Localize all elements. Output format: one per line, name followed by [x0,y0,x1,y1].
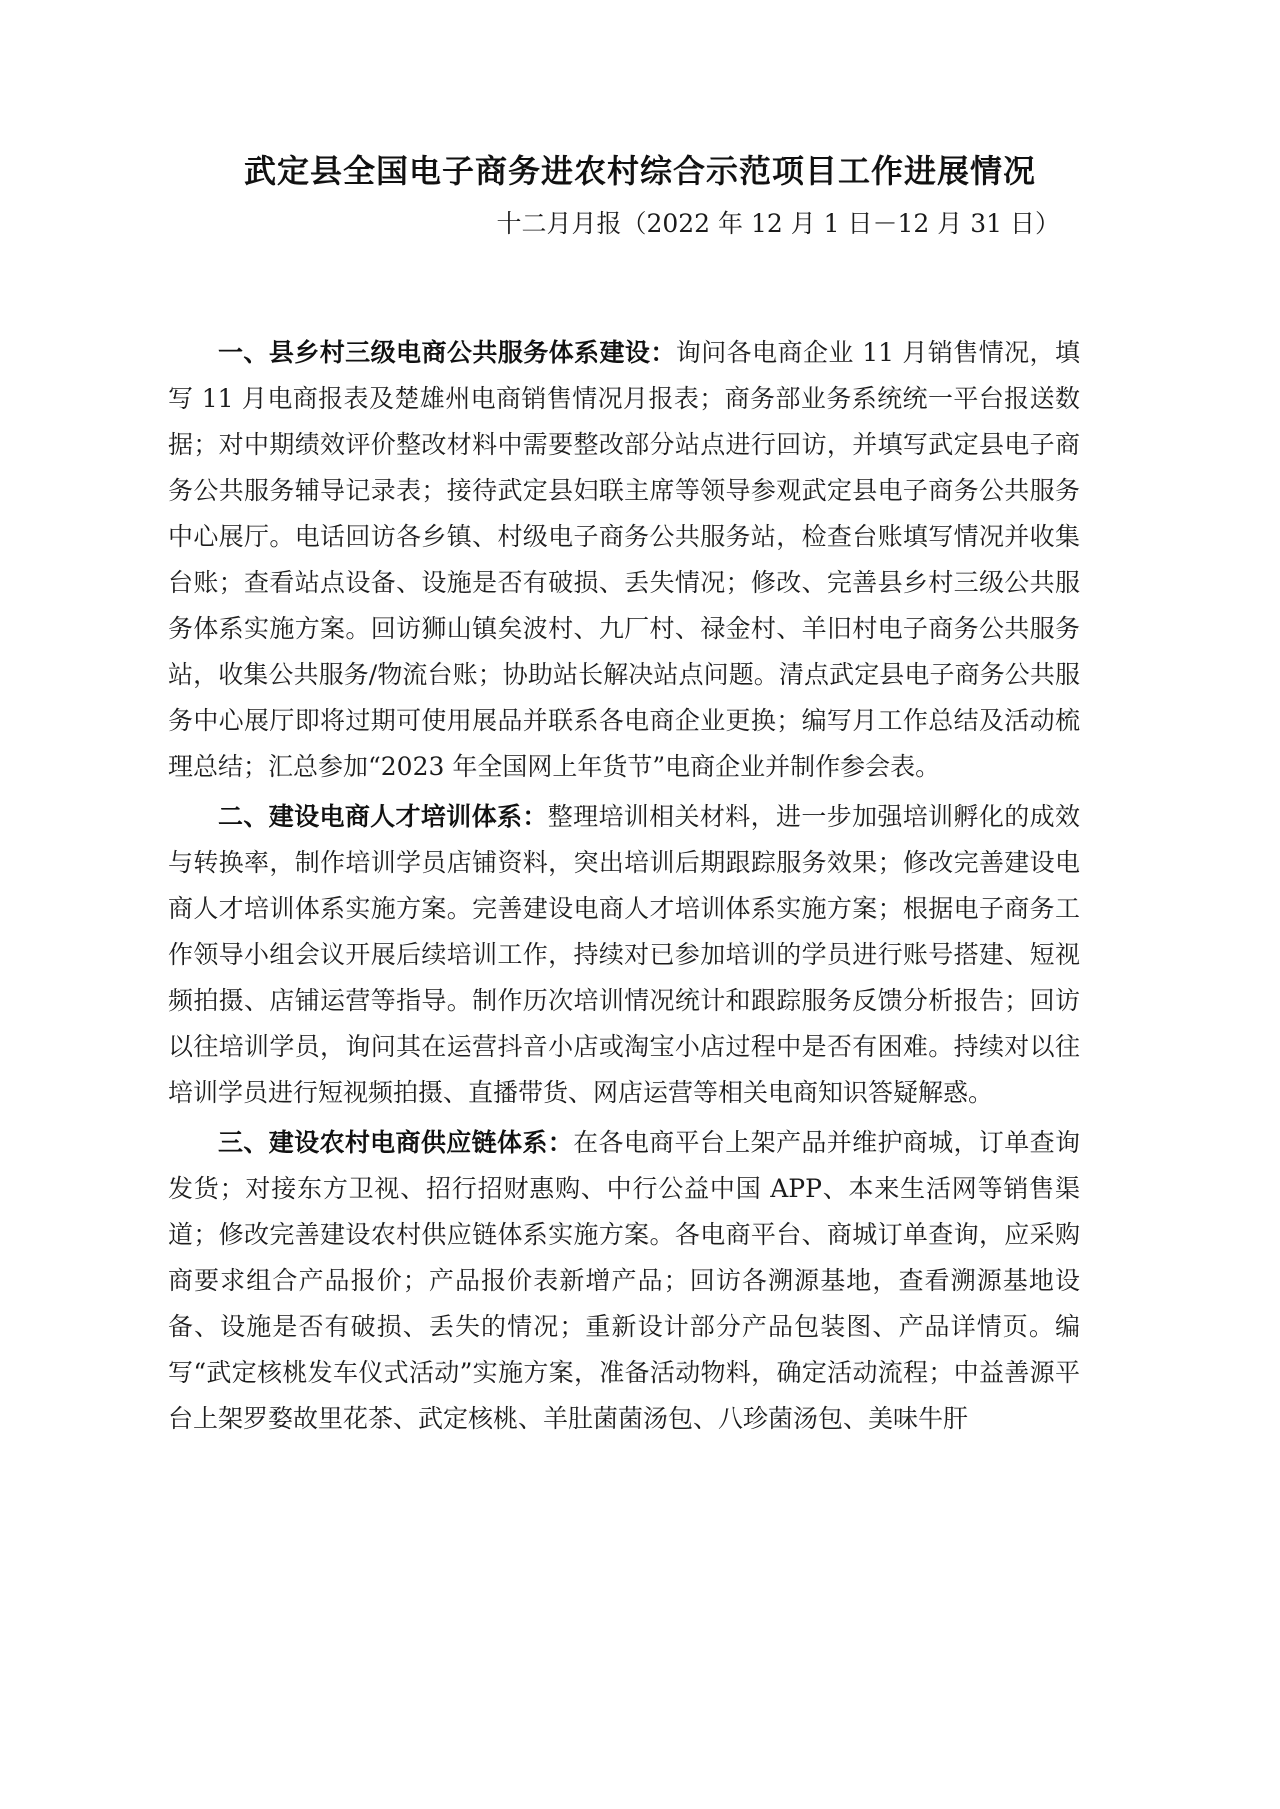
section-3-text: 在各电商平台上架产品并维护商城，订单查询发货；对接东方卫视、招行招财惠购、中行公益中国 APP、本来生活网等销售渠道；修改完善建设农村供应链体系实施方案。各电商平台、商城订单查询，应采购商要求组合产品报价；产品报价表新增产品；回访各溯源基地，查看溯源基地设备、设施是否有破损、丢失的情况；重新设计部分产品包装图、产品详情页。编写“武定核桃发车仪式活动”实施方案，准备活动物料，确定活动流程；中益善源平台上架罗婺故里花茶、武定核桃、羊肚菌菌汤包、八珍菌汤包、美味牛肝 [168,1128,1080,1433]
section-1-paragraph [168,330,1080,790]
section-3-heading: 三、建设农村电商供应链体系： [218,1128,574,1157]
section-1-heading: 一、县乡村三级电商公共服务体系建设： [218,338,676,367]
document-title: 武定县全国电子商务进农村综合示范项目工作进展情况 [243,152,1036,190]
section-2-paragraph [168,794,1080,1116]
document-subtitle: 十二月月报（2022 年 12 月 1 日－12 月 31 日） [496,209,1060,238]
section-2-heading: 二、建设电商人才培训体系： [218,802,548,831]
document-body [168,330,1080,1446]
section-2-text: 整理培训相关材料，进一步加强培训孵化的成效与转换率，制作培训学员店铺资料，突出培训后期跟踪服务效果；修改完善建设电商人才培训体系实施方案。完善建设电商人才培训体系实施方案；根据电子商务工作领导小组会议开展后续培训工作，持续对已参加培训的学员进行账号搭建、短视频拍摄、店铺运营等指导。制作历次培训情况统计和跟踪服务反馈分析报告；回访以往培训学员，询问其在运营抖音小店或淘宝小店过程中是否有困难。持续对以往培训学员进行短视频拍摄、直播带货、网店运营等相关电商知识答疑解惑。 [168,802,1080,1107]
section-3-paragraph [168,1120,1080,1442]
section-1-text: 询问各电商企业 11 月销售情况，填写 11 月电商报表及楚雄州电商销售情况月报表；商务部业务系统统一平台报送数据；对中期绩效评价整改材料中需要整改部分站点进行回访，并填写武定县电子商务公共服务辅导记录表；接待武定县妇联主席等领导参观武定县电子商务公共服务中心展厅。电话回访各乡镇、村级电子商务公共服务站，检查台账填写情况并收集台账；查看站点设备、设施是否有破损、丢失情况；修改、完善县乡村三级公共服务体系实施方案。回访狮山镇矣波村、九厂村、禄金村、羊旧村电子商务公共服务站，收集公共服务/物流台账；协助站长解决站点问题。清点武定县电子商务公共服务中心展厅即将过期可使用展品并联系各电商企业更换；编写月工作总结及活动梳理总结；汇总参加“2023 年全国网上年货节”电商企业并制作参会表。 [168,338,1080,781]
